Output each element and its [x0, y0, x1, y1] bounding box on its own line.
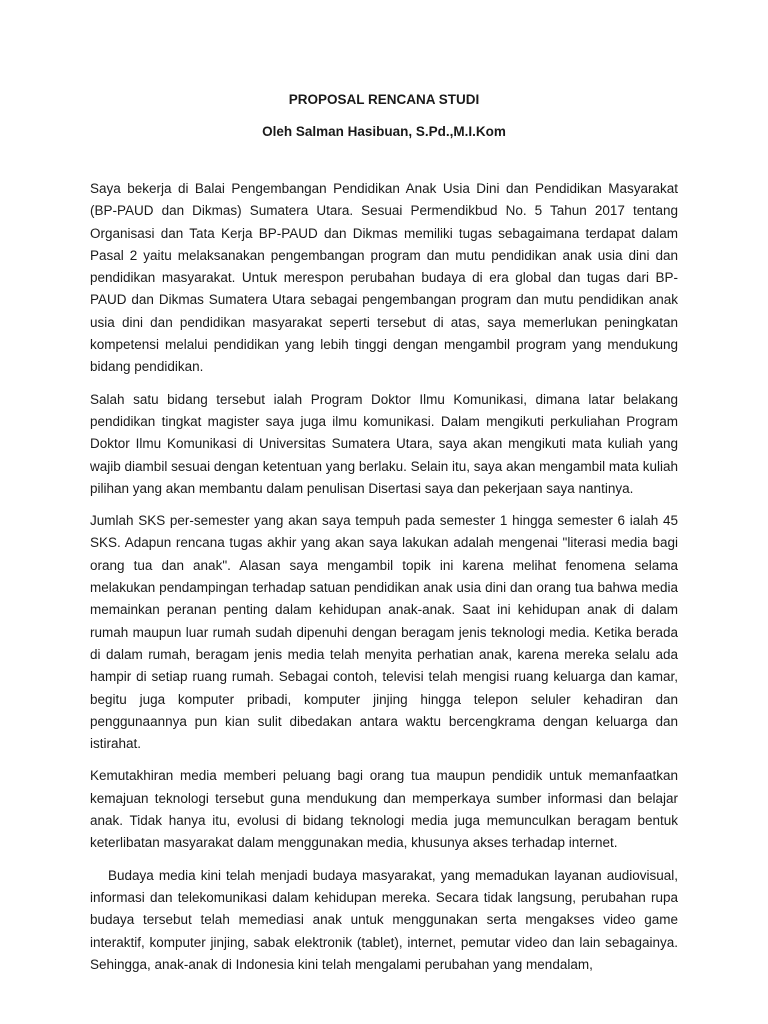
paragraph-1: Saya bekerja di Balai Pengembangan Pendidikan Anak Usia Dini dan Pendidikan Masyarakat (BP-PAUD dan Dikmas) Sumatera Utara. Sesuai Permendikbud No. 5 Tahun 2017 tentang Organisasi dan Tata Kerja BP-PAUD dan Dikmas memiliki tugas sebagaimana terdapat dalam Pasal 2 yaitu melaksanakan pengembangan program dan mutu pendidikan anak usia dini dan pendidikan masyarakat. Untuk merespon perubahan budaya di era global dan tugas dari BP-PAUD dan Dikmas Sumatera Utara sebagai pengembangan program dan mutu pendidikan anak usia dini dan pendidikan masyarakat seperti tersebut di atas, saya memerlukan peningkatan kompetensi melalui pendidikan yang lebih tinggi dengan mengambil program yang mendukung bidang pendidikan. — [90, 181, 678, 375]
paragraph-3: Jumlah SKS per-semester yang akan saya tempuh pada semester 1 hingga semester 6 ialah 45 SKS. Adapun rencana tugas akhir yang akan saya lakukan adalah mengenai "literasi media bagi orang tua dan anak". Alasan saya mengambil topik ini karena melihat fenomena selama melakukan pendampingan terhadap satuan pendidikan anak usia dini dan orang tua bahwa media memainkan peranan penting dalam kehidupan anak-anak. Saat ini kehidupan anak di dalam rumah maupun luar rumah sudah dipenuhi dengan beragam jenis teknologi media. Ketika berada di dalam rumah, beragam jenis media telah menyita perhatian anak, karena mereka selalu ada hampir di setiap ruang rumah. Sebagai contoh, televisi telah mengisi ruang keluarga dan kamar, begitu juga komputer pribadi, komputer jinjing hingga telepon seluler kehadiran dan penggunaannya pun kian sulit dibedakan antara waktu bercengkrama dengan keluarga dan istirahat. — [90, 513, 678, 752]
document-title: PROPOSAL RENCANA STUDI — [288, 92, 480, 107]
paragraph-2: Salah satu bidang tersebut ialah Program Doktor Ilmu Komunikasi, dimana latar belakang pendidikan tingkat magister saya juga ilmu komunikasi. Dalam mengikuti perkuliahan Program Doktor Ilmu Komunikasi di Universitas Sumatera Utara, saya akan mengikuti mata kuliah yang wajib diambil sesuai dengan ketentuan yang berlaku. Selain itu, saya akan mengambil mata kuliah pilihan yang akan membantu dalam penulisan Disertasi saya dan pekerjaan saya nantinya. — [90, 391, 678, 496]
paragraph-5: Budaya media kini telah menjadi budaya masyarakat, yang memadukan layanan audiovisual, informasi dan telekomunikasi dalam kehidupan mereka. Secara tidak langsung, perubahan rupa budaya tersebut telah memediasi anak untuk menggunakan serta mengakses video game interaktif, komputer jinjing, sabak elektronik (tablet), internet, pemutar video dan lain sebagainya. Sehingga, anak-anak di Indonesia kini telah mengalami perubahan yang mendalam, — [90, 867, 678, 972]
document-author: Oleh Salman Hasibuan, S.Pd.,M.I.Kom — [262, 124, 506, 139]
paragraph-4: Kemutakhiran media memberi peluang bagi orang tua maupun pendidik untuk memanfaatkan kemajuan teknologi tersebut guna mendukung dan memperkaya sumber informasi dan belajar anak. Tidak hanya itu, evolusi di bidang teknologi media juga memunculkan beragam bentuk keterlibatan masyarakat dalam menggunakan media, khusunya akses terhadap internet. — [90, 768, 678, 851]
